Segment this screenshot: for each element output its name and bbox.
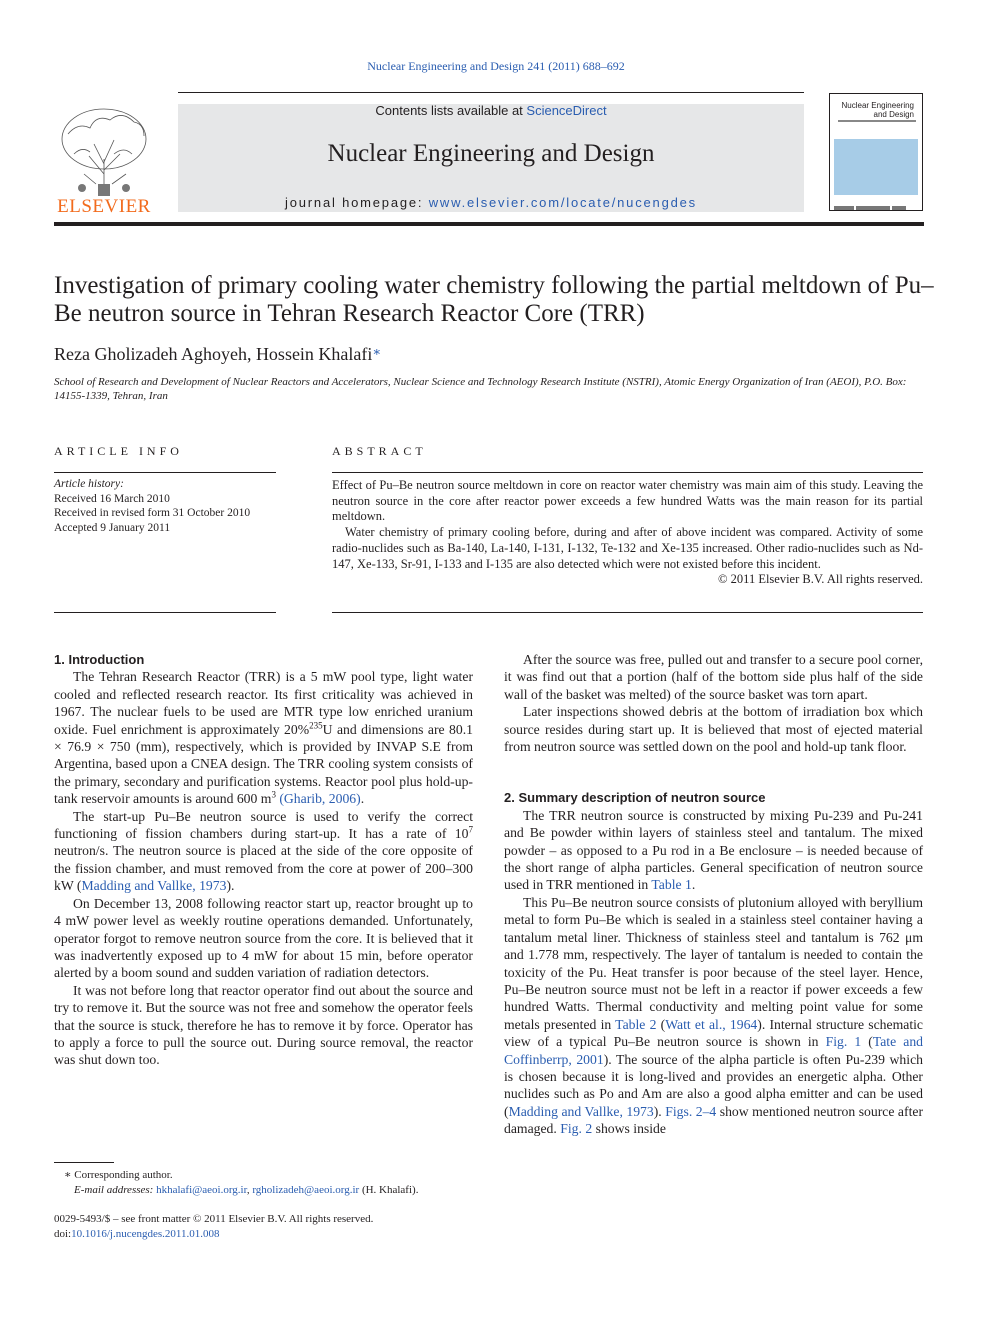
reference-link[interactable]: Madding and Vallke, 1973 (508, 1103, 654, 1119)
cover-subtitle-line (838, 120, 916, 122)
body-paragraph: It was not before long that reactor operator find out about the source and try to remove it. But the source was not free and somehow the operator feels that the source is stuck, therefore he has to remove it by force. Operator has to apply a force to pull the source out. During source removal, the reactor was shut down too. (54, 982, 473, 1068)
body-paragraph: Later inspections showed debris at the bottom of irradiation box which source resides during start up. It is believed that most of ejected material from neutron source was settled down on the pool and hold-up tank floor. (504, 704, 923, 755)
body-column-right (504, 651, 923, 1138)
doi-link[interactable]: 10.1016/j.nucengdes.2011.01.008 (71, 1227, 220, 1240)
reference-link[interactable]: (Gharib, 2006) (279, 791, 361, 807)
article-authors: Reza Gholizadeh Aghoyeh, Hossein Khalafi∗ (54, 344, 382, 364)
corresponding-author-footnote: ∗ Corresponding author. E-mail addresses: hkhalafi@aeoi.org.ir, rgholizadeh@aeoi.org.ir (H. Khalafi). (64, 1169, 419, 1196)
abstract-paragraph: Effect of Pu–Be neutron source meltdown in core on reactor water chemistry was main aim of this study. Leaving the neutron source in the core after reactor power exceeds a few hundred Watts was the main reason for its partial meltdown. (332, 478, 923, 524)
reference-link[interactable]: Watt et al., 1964 (665, 1016, 758, 1032)
article-info-rule (54, 472, 276, 473)
article-history (54, 477, 284, 535)
body-paragraph: The Tehran Research Reactor (TRR) is a 5 mW pool type, light water cooled and reflected research reactor. Its first criticality was achieved in 1967. The nuclear fuels to be used are MTR type low enriched uranium oxide. Fuel enrichment is approximately 20%$^{235}$U and dimensions are 80.1 × 76.9 × 750 (mm), respectively, which is provided by INVAP S.E from Argentina, based upon a CNEA design. The TRR cooling system consists of the primary, secondary and purification systems. Reactor pool plus hold-up-tank reservoir amounts is around 600 $m^3$ (Gharib, 2006). (54, 669, 473, 807)
homepage-link[interactable]: www.elsevier.com/locate/nucengdes (428, 195, 697, 210)
abstract-paragraph: Water chemistry of primary cooling before, during and after of above incident was compared. Activity of some radio-nuclides such as Ba-140, La-140, I-131, I-132, Te-132 and Xe-135 increased. Other radio-nuclides such as Nd-147, Xe-133, Sr-91, I-133 and I-135 are also detected which were not existed before this incident. (332, 525, 923, 571)
figure-link[interactable]: Fig. 2 (560, 1121, 593, 1137)
received-date: Received 16 March 2010 (54, 492, 170, 505)
article-title: Investigation of primary cooling water chemistry following the partial meltdown of Pu–Be neutron source in Tehran Research Reactor Core (TRR) (54, 272, 934, 327)
table-link[interactable]: Table 2 (615, 1016, 657, 1032)
body-paragraph: This Pu–Be neutron source consists of plutonium alloyed with beryllium metal to form Pu–Be which is sealed in a stainless steel container having a tantalum metal liner. Thickness of stainless steel and tantalum is 762 μm and 1.778 mm, respectively. The layer of tantalum is needed to contain the toxicity of the Pu. Heat transfer is poor because of the steel layer. Hence, Pu–Be neutron source must not be left in a reactor if power exceeds a few hundred Watts. Thermal conductivity and melting point value for some metals presented in Table 2 (Watt et al., 1964). Internal structure schematic view of a typical Pu–Be neutron source is shown in Fig. 1 (Tate and Coffinberrp, 2001). The source of the alpha particle is often Pu-239 which is chosen because it is long-lived and provides an energetic alpha. Other nuclides such as Po and Am are also a good alpha emitter and can be used (Madding and Vallke, 1973). Figs. 2–4 show mentioned neutron source after damaged. Fig. 2 shows inside (504, 894, 924, 1137)
section-heading: 1. Introduction (54, 652, 145, 667)
section-heading: 2. Summary description of neutron source (504, 790, 766, 806)
author-affiliation: School of Research and Development of Nuclear Reactors and Accelerators, Nuclear Science and Technology Research Institute (NSTRI), Atomic Energy Organization of Iran (AEOI), P.O. Box: 14155-1339, Tehran, Iran (54, 376, 907, 402)
contents-line: Contents lists available at ScienceDirect (375, 103, 607, 118)
front-matter-footer (54, 1212, 504, 1241)
history-label: Article history: (54, 478, 124, 490)
corresponding-author-mark[interactable]: ∗ (372, 344, 382, 359)
figure-link[interactable]: Fig. 1 (825, 1034, 862, 1050)
elsevier-wordmark: ELSEVIER (57, 196, 151, 217)
body-column-left (54, 651, 473, 1069)
email-link[interactable]: rgholizadeh@aeoi.org.ir (252, 1183, 360, 1196)
body-paragraph: On December 13, 2008 following reactor start up, reactor brought up to 4 mW power level as weekly routine operations demanded. Unfortunately, operator forgot to remove neutron source from the core. It is believed that it was inadvertently exposed up to 4 mW for about 15 min, before operator alerted by a boom sound and sudden variation of radiation detectors. (54, 895, 473, 981)
abstract-bottom-rule (332, 612, 923, 613)
abstract-copyright: © 2011 Elsevier B.V. All rights reserved. (718, 572, 923, 587)
article-info-bottom-rule (54, 612, 276, 613)
reference-link[interactable]: Tate and Coffinberrp, 2001 (504, 1034, 924, 1067)
article-info-heading: ARTICLE INFO (54, 444, 183, 458)
cover-footer (834, 199, 918, 207)
footnote-rule (54, 1162, 114, 1163)
header-rule (178, 92, 804, 93)
accepted-date: Accepted 9 January 2011 (54, 521, 171, 534)
sciencedirect-link[interactable]: ScienceDirect (526, 103, 607, 118)
revised-date: Received in revised form 31 October 2010 (54, 507, 251, 519)
body-paragraph: The TRR neutron source is constructed by mixing Pu-239 and Pu-241 and Be powder within layers of stainless steel and tantalum. The mixed powder – as opposed to a Pu rod in a Be enclosure – is needed because of the short range of alpha particles. General specification of neutron source used in TRR mentioned in Table 1. (504, 807, 923, 893)
journal-citation[interactable]: Nuclear Engineering and Design 241 (2011) 688–692 (367, 59, 625, 73)
journal-name: Nuclear Engineering and Design (327, 140, 655, 167)
body-paragraph: The start-up Pu–Be neutron source is used to verify the correct functioning of fission chambers during start-up. It has a rate of $10^7$ neutron/s. The neutron source is placed at the side of the core opposite of the fission chamber, and must removed from the core at power of 200–300 kW (Madding and Vallke, 1973). (54, 808, 473, 894)
journal-cover-thumbnail (829, 93, 923, 211)
cover-title: Nuclear Engineering and Design (841, 101, 914, 119)
abstract-body (332, 478, 923, 588)
reference-link[interactable]: Madding and Vallke, 1973 (81, 878, 227, 894)
journal-homepage: journal homepage: www.elsevier.com/locate/nucengdes (285, 195, 697, 210)
figure-link[interactable]: Figs. 2–4 (665, 1103, 717, 1119)
doi-line: doi:10.1016/j.nucengdes.2011.01.008 (54, 1227, 220, 1240)
abstract-heading: ABSTRACT (332, 444, 427, 458)
issn-line: 0029-5493/$ – see front matter © 2011 Elsevier B.V. All rights reserved. (54, 1213, 374, 1225)
table-link[interactable]: Table 1 (651, 877, 692, 893)
email-link[interactable]: hkhalafi@aeoi.org.ir (156, 1183, 247, 1196)
header-thick-rule (54, 222, 924, 226)
cover-image (834, 139, 918, 195)
body-paragraph: After the source was free, pulled out and transfer to a secure pool corner, it was find out that a portion (half of the bottom side plus half of the side wall of the basket was melted) of the source basket was torn apart. (504, 652, 923, 702)
abstract-rule (332, 472, 923, 473)
